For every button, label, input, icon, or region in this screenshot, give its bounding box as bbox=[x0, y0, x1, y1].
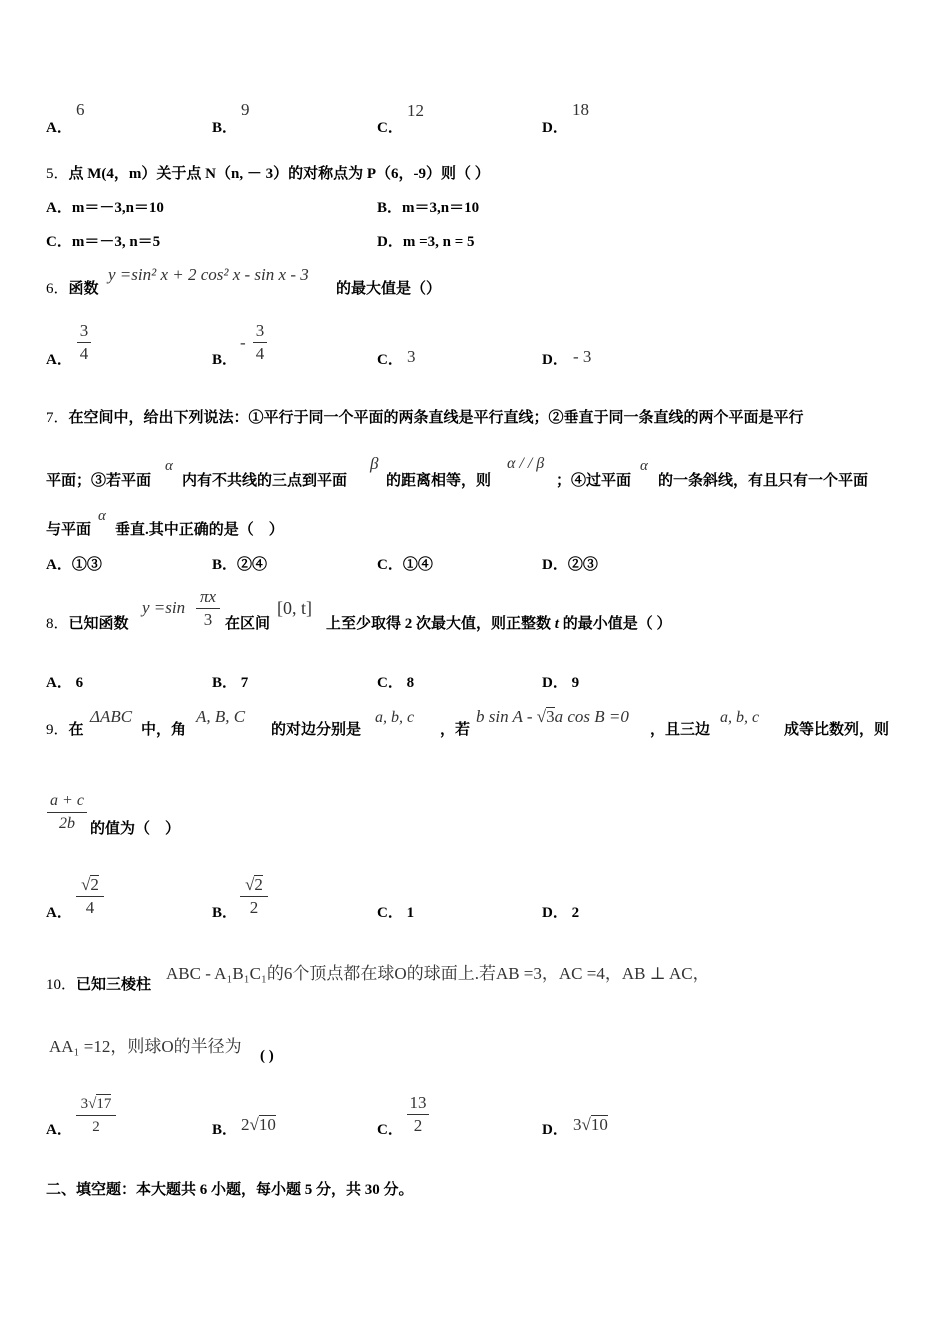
q10-option-a-coef: 3 bbox=[80, 1096, 89, 1112]
q9-eq-a bbox=[476, 707, 629, 727]
q10-option-a-sqrt: 17 bbox=[96, 1096, 112, 1112]
q9-s1 bbox=[46, 718, 84, 739]
q7-option-a-letter: A． bbox=[46, 557, 72, 573]
q5-number: 5． bbox=[46, 166, 69, 182]
q5-option-c bbox=[46, 230, 160, 251]
q6-option-c-value: 3 bbox=[407, 347, 416, 366]
q9-option-a-sqrt: 2 bbox=[90, 875, 99, 894]
q7-line2-e: 的一条斜线，有且只有一个平面 bbox=[658, 473, 869, 489]
q7-option-d-letter: D． bbox=[542, 557, 568, 573]
q6-option-a-num: 3 bbox=[79, 321, 89, 340]
q8-func-den: 3 bbox=[203, 610, 213, 629]
q9-option-d-text: 2 bbox=[571, 905, 580, 921]
q8-stem-post bbox=[326, 612, 671, 633]
q7-beta: β bbox=[370, 454, 379, 473]
q9-sides2: a, b, c bbox=[720, 709, 760, 726]
q7-alpha-1: α bbox=[165, 458, 173, 474]
q6-option-a-den: 4 bbox=[79, 344, 89, 363]
q5-option-a bbox=[46, 196, 164, 217]
q8-option-c-text: 8 bbox=[406, 675, 415, 691]
q8-interval: [0, t] bbox=[277, 598, 312, 618]
q7-line3-a: 与平面 bbox=[46, 522, 92, 538]
q9-s7: 的值为（ ） bbox=[90, 821, 181, 837]
q10-option-d-value: 3√10 bbox=[573, 1115, 608, 1134]
q8-option-b-letter: B． bbox=[212, 675, 238, 691]
q7-line1 bbox=[46, 406, 804, 427]
q8-option-c-letter: C． bbox=[377, 675, 403, 691]
q9-eq-b: a cos B =0 bbox=[554, 707, 629, 726]
q7-option-b-letter: B． bbox=[212, 557, 238, 573]
q6-option-a-label: A． bbox=[46, 352, 72, 368]
fraction-bar bbox=[76, 1115, 116, 1116]
q7-line1-text: 在空间中，给出下列说法：①平行于同一个平面的两条直线是平行直线；②垂直于同一条直线的两个平面是平行 bbox=[68, 410, 804, 426]
q10-option-a-num: 3√17 bbox=[80, 1096, 112, 1112]
q10-option-d-coef: 3 bbox=[573, 1115, 582, 1134]
sqrt-sign: √ bbox=[536, 707, 547, 726]
q7-line2-a: 平面；③若平面 bbox=[46, 473, 152, 489]
q8-option-d-letter: D． bbox=[542, 675, 568, 691]
q9-option-c-letter: C． bbox=[377, 905, 403, 921]
q10-line2: AA₁ =12，则球O的半径为 bbox=[49, 1037, 242, 1056]
q5-option-c-letter: C． bbox=[46, 234, 72, 250]
q9-s1-text: 在 bbox=[68, 722, 84, 738]
q9-option-b-den: 2 bbox=[249, 898, 259, 917]
q6-option-c-label: C． bbox=[377, 352, 403, 368]
q4-option-c-value: 12 bbox=[407, 101, 424, 120]
q9-option-a-label: A． bbox=[46, 905, 72, 921]
q10-option-b-sqrt: 10 bbox=[258, 1115, 276, 1134]
q9-sides: a, b, c bbox=[375, 709, 415, 726]
q8-mid: 在区间 bbox=[225, 616, 271, 632]
q10-option-d-sqrt: 10 bbox=[590, 1115, 608, 1134]
q9-angles: A, B, C bbox=[196, 707, 246, 726]
q9-option-b-fraction bbox=[240, 875, 268, 918]
q8-t: t bbox=[554, 616, 559, 632]
q10-stem-pre bbox=[46, 973, 151, 994]
q7-alpha-2: α bbox=[640, 458, 648, 474]
fraction-bar bbox=[407, 1114, 429, 1115]
q9-option-b-label: B． bbox=[212, 905, 238, 921]
q8-stem-post-a: 上至少取得 2 次最大值，则正整数 bbox=[326, 616, 552, 632]
q9-option-d-letter: D． bbox=[542, 905, 568, 921]
q5-option-a-letter: A． bbox=[46, 200, 72, 216]
q7-parallel: α / / β bbox=[507, 455, 545, 472]
q8-stem-pre bbox=[46, 612, 129, 633]
q10-option-b-label: B． bbox=[212, 1122, 238, 1138]
q9-s4: ，若 bbox=[440, 722, 471, 738]
q10-option-a-label: A． bbox=[46, 1122, 72, 1138]
q9-s2: 中，角 bbox=[141, 722, 187, 738]
q6-stem bbox=[46, 277, 99, 298]
q4-option-b-label: B． bbox=[212, 120, 238, 136]
q9-option-c bbox=[377, 901, 414, 922]
q5-option-d-letter: D． bbox=[377, 234, 403, 250]
q6-stem-post: 的最大值是（） bbox=[336, 281, 442, 297]
q10-option-a-fraction bbox=[76, 1094, 116, 1137]
q7-line2-b: 内有不共线的三点到平面 bbox=[182, 473, 348, 489]
q10-option-b-value: 2√10 bbox=[241, 1115, 276, 1134]
fraction-bar bbox=[240, 896, 268, 897]
q10-number: 10． bbox=[46, 977, 77, 993]
q7-option-a bbox=[46, 553, 102, 574]
q9-s5: ，且三边 bbox=[650, 722, 711, 738]
fraction-bar bbox=[77, 342, 91, 343]
q4-option-a-label: A． bbox=[46, 120, 72, 136]
q9-frac-den: 2b bbox=[59, 815, 75, 832]
q10-option-c-fraction bbox=[407, 1093, 429, 1136]
q8-stem-pre-text: 已知函数 bbox=[68, 616, 129, 632]
q6-option-d-value: - 3 bbox=[573, 347, 592, 366]
q8-func-fraction bbox=[196, 587, 220, 630]
q8-option-a bbox=[46, 671, 83, 692]
q7-line3-b: 垂直.其中正确的是（ ） bbox=[115, 522, 284, 538]
q9-s3: 的对边分别是 bbox=[271, 722, 362, 738]
q7-line2-c: 的距离相等，则 bbox=[386, 473, 492, 489]
q9-option-a-fraction bbox=[76, 875, 104, 918]
q9-option-b-num: √2 bbox=[245, 875, 263, 894]
q10-line1: ABC - A₁B₁C₁的6个顶点都在球O的球面上.若AB =3，AC =4，AB ⊥ AC， bbox=[166, 964, 710, 983]
q7-option-b-text: ②④ bbox=[237, 557, 268, 573]
q8-stem-post-b: 的最小值是（ ） bbox=[562, 616, 672, 632]
q10-option-c-den: 2 bbox=[413, 1116, 423, 1135]
q9-eq-a-text: b sin A - bbox=[476, 707, 533, 726]
q9-fraction bbox=[47, 791, 87, 834]
q5-text: 点 M(4，m）关于点 N（n, － 3）的对称点为 P（6，-9）则（ ） bbox=[68, 166, 490, 182]
q6-option-b-sign: - bbox=[240, 333, 246, 352]
q10-option-d-label: D． bbox=[542, 1122, 568, 1138]
q8-func-num: πx bbox=[199, 587, 217, 606]
q5-option-b bbox=[377, 196, 479, 217]
fraction-bar bbox=[76, 896, 104, 897]
q5-option-d bbox=[377, 230, 475, 251]
q6-option-d-label: D． bbox=[542, 352, 568, 368]
q5-stem bbox=[46, 162, 490, 183]
q8-option-a-text: 6 bbox=[75, 675, 84, 691]
q9-triangle: ΔABC bbox=[90, 707, 133, 726]
q10-stem-pre-text: 已知三棱柱 bbox=[76, 977, 152, 993]
q9-option-d bbox=[542, 901, 579, 922]
q5-option-b-letter: B． bbox=[377, 200, 403, 216]
q4-option-d-value: 18 bbox=[572, 100, 589, 119]
q6-option-a-fraction bbox=[77, 321, 91, 364]
q7-option-a-text: ①③ bbox=[71, 557, 102, 573]
q8-option-d bbox=[542, 671, 579, 692]
q7-alpha-3: α bbox=[98, 508, 106, 524]
fraction-bar bbox=[196, 608, 220, 609]
q10-option-b-coef: 2 bbox=[241, 1115, 250, 1134]
q8-option-b-text: 7 bbox=[240, 675, 249, 691]
q5-option-a-text: m＝－3,n＝10 bbox=[71, 200, 164, 216]
q4-option-d-label: D． bbox=[542, 120, 568, 136]
q10-option-c-label: C． bbox=[377, 1122, 403, 1138]
q6-formula: y =sin² x + 2 cos² x - sin x - 3 bbox=[108, 265, 309, 284]
q7-option-c-text: ①④ bbox=[402, 557, 433, 573]
q9-option-c-text: 1 bbox=[406, 905, 415, 921]
q8-option-b bbox=[212, 671, 248, 692]
q8-number: 8． bbox=[46, 616, 69, 632]
q9-option-b-sqrt: 2 bbox=[254, 875, 263, 894]
q8-option-c bbox=[377, 671, 414, 692]
q7-line2-d: ；④过平面 bbox=[556, 473, 632, 489]
q6-option-b-num: 3 bbox=[255, 321, 265, 340]
q6-option-b-fraction bbox=[253, 321, 267, 364]
q7-option-b bbox=[212, 553, 267, 574]
section-2-title: 二、填空题：本大题共 6 小题，每小题 5 分，共 30 分。 bbox=[46, 1182, 414, 1198]
q10-paren: ( ) bbox=[260, 1048, 274, 1064]
q5-option-d-text: m =3, n = 5 bbox=[402, 234, 475, 250]
fraction-bar bbox=[253, 342, 267, 343]
q7-option-c bbox=[377, 553, 433, 574]
q9-eq-sqrt: 3 bbox=[546, 707, 555, 726]
q9-option-a-num: √2 bbox=[81, 875, 99, 894]
q10-option-a-den: 2 bbox=[92, 1119, 100, 1135]
q8-option-a-letter: A． bbox=[46, 675, 72, 691]
q6-stem-pre: 函数 bbox=[68, 281, 99, 297]
q9-option-a-den: 4 bbox=[85, 898, 95, 917]
q9-number: 9． bbox=[46, 722, 69, 738]
q6-number: 6． bbox=[46, 281, 69, 297]
q10-option-c-num: 13 bbox=[409, 1093, 427, 1112]
q5-option-c-text: m＝－3, n＝5 bbox=[71, 234, 161, 250]
q7-number: 7． bbox=[46, 410, 69, 426]
q7-option-c-letter: C． bbox=[377, 557, 403, 573]
q9-s6: 成等比数列，则 bbox=[784, 722, 890, 738]
q4-option-c-label: C． bbox=[377, 120, 403, 136]
q8-func-left: y =sin bbox=[142, 598, 186, 617]
q5-option-b-text: m＝3,n＝10 bbox=[402, 200, 480, 216]
q4-option-a-value: 6 bbox=[76, 100, 85, 119]
q4-option-b-value: 9 bbox=[241, 100, 250, 119]
q9-frac-num: a + c bbox=[50, 792, 84, 809]
q6-option-b-den: 4 bbox=[255, 344, 265, 363]
q8-option-d-text: 9 bbox=[571, 675, 580, 691]
q7-option-d-text: ②③ bbox=[567, 557, 598, 573]
fraction-bar bbox=[47, 812, 87, 813]
q7-option-d bbox=[542, 553, 598, 574]
q6-option-b-label: B． bbox=[212, 352, 238, 368]
